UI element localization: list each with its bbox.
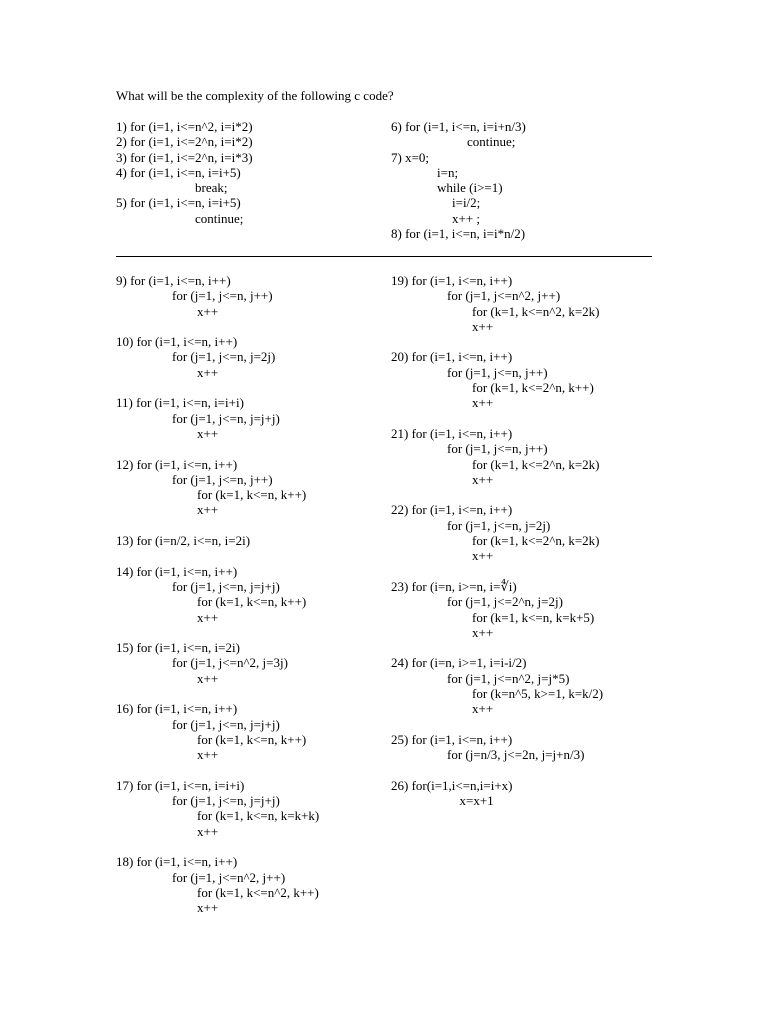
code-text: for (i=1, i<=n, i++) (411, 731, 513, 747)
problem-number: 24) (391, 655, 409, 671)
code-text: for (i=1, i<=n, i=i+5) (130, 195, 241, 211)
problem-header-line (116, 701, 319, 716)
code-text: x++ (197, 823, 219, 839)
problem-number: 13) (116, 533, 134, 549)
problem-header-line (116, 165, 253, 180)
code-text: for (j=1, j<=n, j=2j) (172, 349, 276, 365)
problem-header-line (116, 854, 319, 869)
problem-10 (116, 334, 319, 380)
problem-header-line (116, 134, 253, 149)
code-line (116, 472, 319, 487)
section-divider (116, 256, 652, 257)
code-text: x++ (472, 471, 494, 487)
problem-number: 11) (116, 395, 133, 411)
problem-13 (116, 533, 319, 548)
code-text: for (i=1, i<=n, i++) (130, 273, 231, 288)
problem-7 (391, 150, 526, 226)
code-text: for (j=n/3, j<=2n, j=j+n/3) (447, 747, 585, 763)
code-line (116, 655, 319, 670)
problem-25 (391, 732, 603, 763)
code-line (391, 671, 603, 686)
problem-header-line (391, 579, 603, 594)
problem-1 (116, 119, 253, 134)
code-text: x++ (197, 747, 219, 763)
problem-number: 21) (391, 425, 409, 441)
problem-gap (116, 319, 319, 334)
problem-header-line (116, 119, 253, 134)
code-text: x++ (472, 318, 494, 334)
problem-header-line (116, 640, 319, 655)
problem-18 (116, 854, 319, 915)
code-text: x++ (197, 303, 219, 319)
problem-12 (116, 457, 319, 518)
code-line (391, 134, 526, 149)
code-text: for (i=1, i<=n, i++) (411, 502, 513, 518)
problem-number: 2) (116, 134, 127, 150)
problem-number: 4) (116, 164, 127, 180)
code-text: i=i/2; (452, 195, 481, 211)
code-text: continue; (195, 210, 244, 226)
code-line (116, 610, 319, 625)
code-text: i=n; (437, 164, 459, 180)
code-line (116, 793, 319, 808)
problem-number: 7) (391, 149, 402, 165)
code-text: for (i=1, i<=n, i++) (136, 563, 238, 579)
code-line (116, 717, 319, 732)
code-text: x++ (472, 548, 494, 564)
problem-header-line (391, 273, 603, 288)
code-line (116, 808, 319, 823)
problem-14 (116, 564, 319, 625)
problem-5 (116, 195, 253, 226)
code-text: for (i=1, i<=n, i++) (136, 456, 238, 472)
code-line (116, 885, 319, 900)
code-line (391, 548, 603, 563)
problem-gap (391, 564, 603, 579)
code-line (391, 533, 603, 548)
code-text: for (i=1, i<=n, i++) (136, 334, 238, 350)
code-text: for (i=n, i>=1, i=i-i/2) (411, 655, 527, 671)
problem-number: 22) (391, 502, 409, 518)
code-line (116, 304, 319, 319)
problem-11 (116, 395, 319, 441)
problem-16 (116, 701, 319, 762)
code-text: for (j=1, j<=n, j=j+j) (172, 578, 280, 594)
code-text: for (j=1, j<=n, j++) (172, 471, 273, 487)
code-line (116, 426, 319, 441)
problem-number: 20) (391, 349, 409, 365)
problem-header-line (391, 226, 526, 241)
code-line (391, 165, 526, 180)
problem-header-line (116, 334, 319, 349)
problem-header-line (391, 426, 603, 441)
code-text: x++ (197, 502, 219, 518)
code-text: x++ (197, 364, 219, 380)
code-text: x=x+1 (459, 793, 494, 809)
code-text: for (j=1, j<=n, j++) (447, 364, 548, 380)
problem-number: 16) (116, 701, 134, 717)
problem-number: 1) (116, 119, 127, 134)
code-line (116, 870, 319, 885)
problem-number: 5) (116, 195, 127, 211)
problem-gap (116, 518, 319, 533)
problem-number: 26) (391, 777, 409, 793)
code-text: for (i=1, i<=n, i++) (136, 701, 238, 717)
problem-gap (391, 640, 603, 655)
problem-header-line (391, 732, 603, 747)
problem-header-line (116, 195, 253, 210)
code-text: x++ (472, 624, 494, 640)
code-text: for (k=1, k<=n^2, k=2k) (472, 303, 600, 319)
problems-bottom-right (391, 273, 603, 808)
code-line (391, 380, 603, 395)
code-text: for (k=1, k<=n, k=k+k) (197, 808, 320, 824)
problem-26 (391, 778, 603, 809)
problem-header-line (391, 119, 526, 134)
code-line (391, 288, 603, 303)
code-line (116, 288, 319, 303)
code-line (116, 732, 319, 747)
code-text: for (i=1, i<=n, i=i+i) (136, 395, 244, 411)
code-text: for(i=1,i<=n,i=i+x) (411, 777, 513, 793)
code-text: for (i=1, i<=2^n, i=i*2) (130, 134, 253, 150)
problem-2 (116, 134, 253, 149)
code-text: for (j=1, j<=n^2, j=3j) (172, 655, 288, 671)
problems-top-right (391, 119, 526, 241)
code-text: for (i=1, i<=n^2, i=i*2) (130, 119, 253, 134)
code-text: for (i=1, i<=n, i++) (411, 273, 513, 288)
code-line (116, 180, 253, 195)
page-title: What will be the complexity of the following c code? (116, 88, 394, 103)
code-line (391, 195, 526, 210)
problem-header-line (391, 502, 603, 517)
problem-gap (391, 487, 603, 502)
problem-9 (116, 273, 319, 319)
code-text: for (k=1, k<=n, k=k+5) (472, 609, 595, 625)
code-line (116, 671, 319, 686)
problem-3 (116, 150, 253, 165)
code-text: x++ (197, 609, 219, 625)
code-line (391, 304, 603, 319)
code-line (391, 594, 603, 609)
code-line (391, 365, 603, 380)
problem-4 (116, 165, 253, 196)
code-line (391, 472, 603, 487)
code-text: for (k=1, k<=n^2, k++) (197, 884, 319, 900)
code-line (391, 518, 603, 533)
code-text: for (i=n, i>=n, i=∜i) (411, 578, 517, 594)
code-line (116, 411, 319, 426)
code-text: for (j=1, j<=n, j=j+j) (172, 410, 280, 426)
problem-17 (116, 778, 319, 839)
problem-8 (391, 226, 526, 241)
problem-6 (391, 119, 526, 150)
problem-number: 9) (116, 273, 127, 288)
problems-top-left (116, 119, 253, 226)
code-text: for (j=1, j<=n, j++) (447, 441, 548, 457)
code-line (391, 625, 603, 640)
problem-gap (116, 625, 319, 640)
problem-header-line (116, 564, 319, 579)
problem-gap (116, 548, 319, 563)
problem-header-line (391, 349, 603, 364)
code-line (391, 610, 603, 625)
code-line (116, 211, 253, 226)
code-text: for (i=1, i<=n, i++) (411, 425, 513, 441)
problem-header-line (116, 533, 319, 548)
code-text: for (k=1, k<=2^n, k=2k) (472, 456, 600, 472)
code-text: for (j=1, j<=n^2, j++) (447, 288, 561, 304)
problem-number: 10) (116, 334, 134, 350)
code-text: x++ (472, 701, 494, 717)
code-line (116, 349, 319, 364)
code-text: x=0; (405, 149, 430, 165)
code-text: x++ (472, 395, 494, 411)
code-text: for (i=1, i<=n, i=i+i) (136, 777, 245, 793)
code-line (116, 747, 319, 762)
code-text: for (k=1, k<=n, k++) (197, 731, 307, 747)
code-line (391, 395, 603, 410)
problem-number: 3) (116, 149, 127, 165)
problem-gap (116, 763, 319, 778)
code-text: for (i=1, i<=n, i=i+5) (130, 164, 241, 180)
code-text: x++ (197, 670, 219, 686)
code-line (391, 747, 603, 762)
code-line (116, 579, 319, 594)
problem-number: 23) (391, 578, 409, 594)
problem-number: 6) (391, 119, 402, 134)
code-text: for (i=1, i<=n, i=i*n/2) (405, 226, 526, 242)
code-text: break; (195, 180, 228, 196)
problem-gap (116, 441, 319, 456)
problem-number: 15) (116, 640, 134, 656)
problem-header-line (116, 273, 319, 288)
problem-15 (116, 640, 319, 686)
code-text: for (k=n^5, k>=1, k=k/2) (472, 686, 604, 702)
problem-gap (116, 686, 319, 701)
problems-bottom-left (116, 273, 319, 915)
code-text: for (i=n/2, i<=n, i=2i) (136, 533, 251, 549)
problem-header-line (116, 395, 319, 410)
code-line (391, 319, 603, 334)
problem-number: 25) (391, 731, 409, 747)
code-text: for (j=1, j<=n^2, j=j*5) (447, 670, 570, 686)
problem-header-line (391, 778, 603, 793)
code-text: for (j=1, j<=n^2, j++) (172, 869, 286, 885)
code-text: for (j=1, j<=n, j=j+j) (172, 793, 280, 809)
code-line (116, 502, 319, 517)
code-text: for (i=1, i<=n, i=i+n/3) (405, 119, 526, 134)
code-text: for (j=1, j<=2^n, j=2j) (447, 594, 563, 610)
code-line (116, 900, 319, 915)
code-text: x++ ; (452, 210, 481, 226)
problem-gap (391, 763, 603, 778)
problem-24 (391, 655, 603, 716)
code-line (391, 686, 603, 701)
problem-gap (391, 334, 603, 349)
code-text: for (j=1, j<=n, j++) (172, 288, 273, 304)
code-line (116, 824, 319, 839)
problem-number: 17) (116, 777, 134, 793)
code-line (391, 701, 603, 716)
problem-gap (391, 411, 603, 426)
problem-number: 14) (116, 563, 134, 579)
code-text: x++ (197, 425, 219, 441)
problem-23 (391, 579, 603, 640)
problem-number: 12) (116, 456, 134, 472)
code-line (391, 180, 526, 195)
code-text: for (k=1, k<=n, k++) (197, 487, 307, 503)
code-text: for (k=1, k<=n, k++) (197, 594, 307, 610)
problem-header-line (116, 457, 319, 472)
code-line (391, 457, 603, 472)
code-line (391, 441, 603, 456)
problem-number: 18) (116, 854, 134, 870)
code-text: x++ (197, 900, 219, 916)
code-line (391, 793, 603, 808)
code-text: for (j=1, j<=n, j=j+j) (172, 716, 280, 732)
code-line (116, 365, 319, 380)
code-line (391, 211, 526, 226)
code-text: for (j=1, j<=n, j=2j) (447, 517, 551, 533)
code-text: for (k=1, k<=2^n, k=2k) (472, 533, 600, 549)
problem-21 (391, 426, 603, 487)
code-text: for (i=1, i<=n, i=2i) (136, 640, 240, 656)
problem-gap (391, 717, 603, 732)
problem-gap (116, 839, 319, 854)
problem-22 (391, 502, 603, 563)
problem-header-line (116, 150, 253, 165)
code-text: for (i=1, i<=n, i++) (136, 854, 238, 870)
problem-number: 19) (391, 273, 409, 288)
problem-20 (391, 349, 603, 410)
code-line (116, 594, 319, 609)
problem-header-line (391, 655, 603, 670)
problem-header-line (391, 150, 526, 165)
code-text: for (i=1, i<=n, i++) (411, 349, 513, 365)
problem-19 (391, 273, 603, 334)
code-text: for (i=1, i<=2^n, i=i*3) (130, 149, 253, 165)
problem-header-line (116, 778, 319, 793)
code-line (116, 487, 319, 502)
code-text: continue; (467, 134, 516, 150)
code-text: while (i>=1) (437, 180, 503, 196)
problem-gap (116, 380, 319, 395)
problem-number: 8) (391, 226, 402, 242)
code-text: for (k=1, k<=2^n, k++) (472, 380, 594, 396)
